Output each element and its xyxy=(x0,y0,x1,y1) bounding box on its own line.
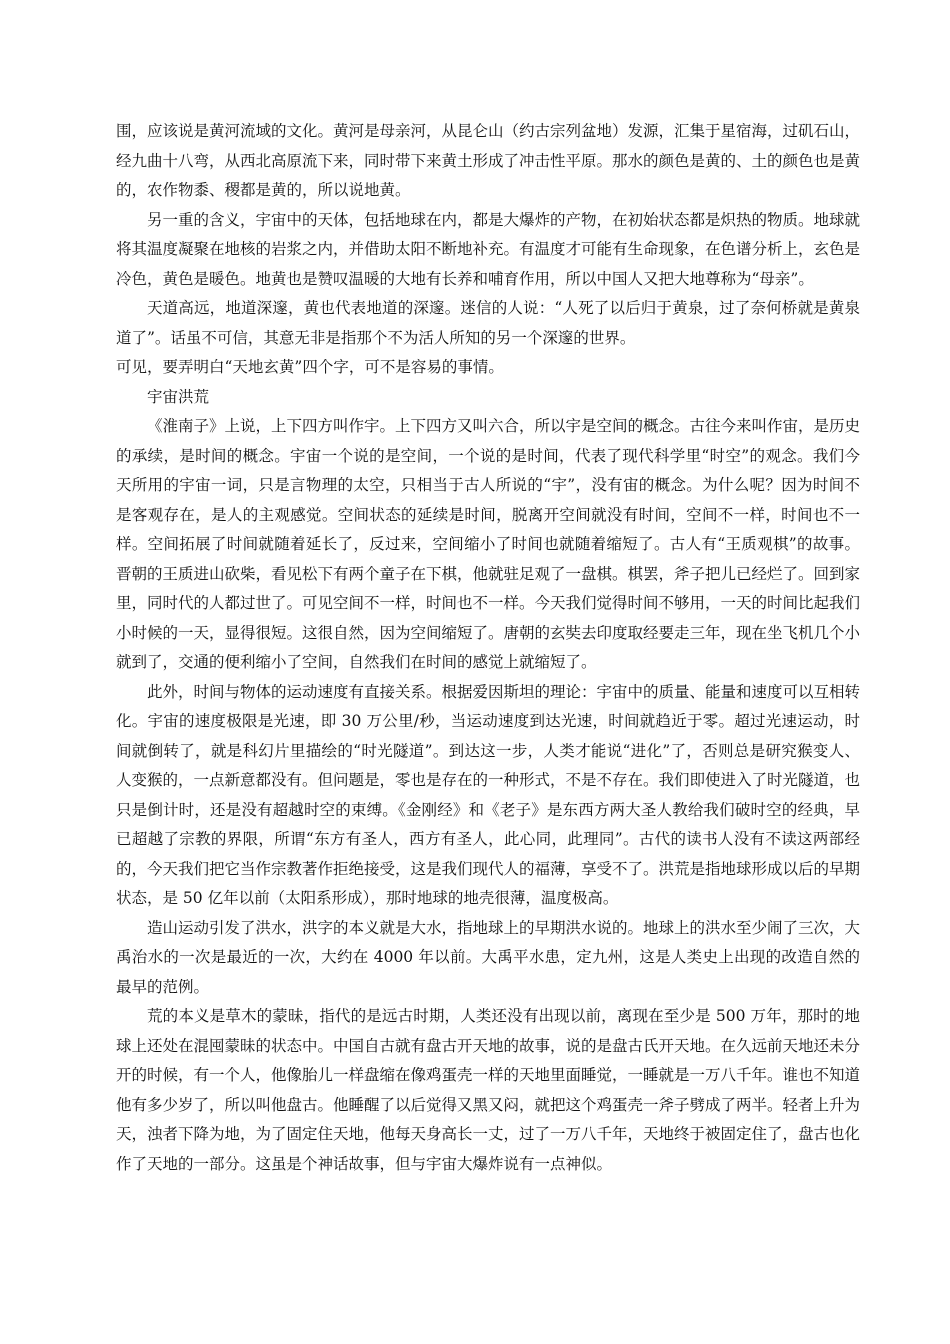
paragraph: 可见，要弄明白“天地玄黄”四个字，可不是容易的事情。 xyxy=(116,358,504,376)
paragraph: 此外，时间与物体的运动速度有直接关系。根据爱因斯坦的理论：宇宙中的质量、能量和速度可以互相转化。宇宙的速度极限是光速，即 30 万公里/秒，当运动速度到达光速，时间就趋近于零。超过光速运动，时间就倒转了，就是科幻片里描绘的“时光隧道”。到达这一步，人类才能说“进化”了，否则总是研究猴变人、人变猴的，一点新意都没有。但问题是，零也是存在的一种形式，不是不存在。我们即使进入了时光隧道，也只是倒计时，还是没有超越时空的束缚。《金刚经》和《老子》是东西方两大圣人教给我们破时空的经典，早已超越了宗教的界限，所谓“东方有圣人，西方有圣人，此心同，此理同”。古代的读书人没有不读这两部经的，今天我们把它当作宗教著作拒绝接受，这是我们现代人的福薄，享受不了。洪荒是指地球形成以后的早期状态，是 50 亿年以前（太阳系形成），那时地球的地壳很薄，温度极高。 xyxy=(116,682,861,907)
paragraph: 造山运动引发了洪水，洪字的本义就是大水，指地球上的早期洪水说的。地球上的洪水至少闹了三次，大禹治水的一次是最近的一次，大约在 4000 年以前。大禹平水患，定九州，这是人类史上出现的改造自然的最早的范例。 xyxy=(116,918,861,996)
paragraph: 另一重的含义，宇宙中的天体，包括地球在内，都是大爆炸的产物，在初始状态都是炽热的物质。地球就将其温度凝聚在地核的岩浆之内，并借助太阳不断地补充。有温度才可能有生命现象，在色谱分析上，玄色是冷色，黄色是暖色。地黄也是赞叹温暖的大地有长养和哺育作用，所以中国人又把大地尊称为“母亲”。 xyxy=(116,210,861,288)
paragraph: 围，应该说是黄河流域的文化。黄河是母亲河，从昆仑山（约古宗列盆地）发源，汇集于星宿海，过矶石山，经九曲十八弯，从西北高原流下来，同时带下来黄土形成了冲击性平原。那水的颜色是黄的、土的颜色也是黄的，农作物黍、稷都是黄的，所以说地黄。 xyxy=(116,122,861,199)
paragraph: 荒的本义是草木的蒙昧，指代的是远古时期，人类还没有出现以前，离现在至少是 500 万年，那时的地球上还处在混囤蒙昧的状态中。中国自古就有盘古开天地的故事，说的是盘古氏开天地。在久远前天地还未分开的时候，有一个人，他像胎儿一样盘缩在像鸡蛋壳一样的天地里面睡觉，一睡就是一万八千年。谁也不知道他有多少岁了，所以叫他盘古。他睡醒了以后觉得又黑又闷，就把这个鸡蛋壳一斧子劈成了两半。轻者上升为天，浊者下降为地，为了固定住天地，他每天身高长一丈，过了一万八千年，天地终于被固定住了，盘古也化作了天地的一部分。这虽是个神话故事，但与宇宙大爆炸说有一点神似。 xyxy=(116,1007,861,1173)
section-heading: 宇宙洪荒 xyxy=(147,387,210,406)
paragraph: 天道高远，地道深邃，黄也代表地道的深邃。迷信的人说：“人死了以后归于黄泉，过了奈何桥就是黄泉道了”。话虽不可信，其意无非是指那个不为活人所知的另一个深邃的世界。 xyxy=(116,299,860,347)
paragraph: 《淮南子》上说，上下四方叫作宇。上下四方又叫六合，所以宇是空间的概念。古往今来叫作宙，是历史的承续，是时间的概念。宇宙一个说的是空间，一个说的是时间，代表了现代科学里“时空”的观念。我们今天所用的宇宙一词，只是言物理的太空，只相当于古人所说的“宇”，没有宙的概念。为什么呢？因为时间不是客观存在，是人的主观感觉。空间状态的延续是时间，脱离开空间就没有时间，空间不一样，时间也不一样。空间拓展了时间就随着延长了，反过来，空间缩小了时间也就随着缩短了。古人有“王质观棋”的故事。晋朝的王质进山砍柴，看见松下有两个童子在下棋，他就驻足观了一盘棋。棋罢，斧子把儿已经烂了。回到家里，同时代的人都过世了。可见空间不一样，时间也不一样。今天我们觉得时间不够用，一天的时间比起我们小时候的一天，显得很短。这很自然，因为空间缩短了。唐朝的玄奘去印度取经要走三年，现在坐飞机几个小就到了，交通的便利缩小了空间，自然我们在时间的感觉上就缩短了。 xyxy=(116,417,861,671)
document-body xyxy=(116,117,860,1179)
